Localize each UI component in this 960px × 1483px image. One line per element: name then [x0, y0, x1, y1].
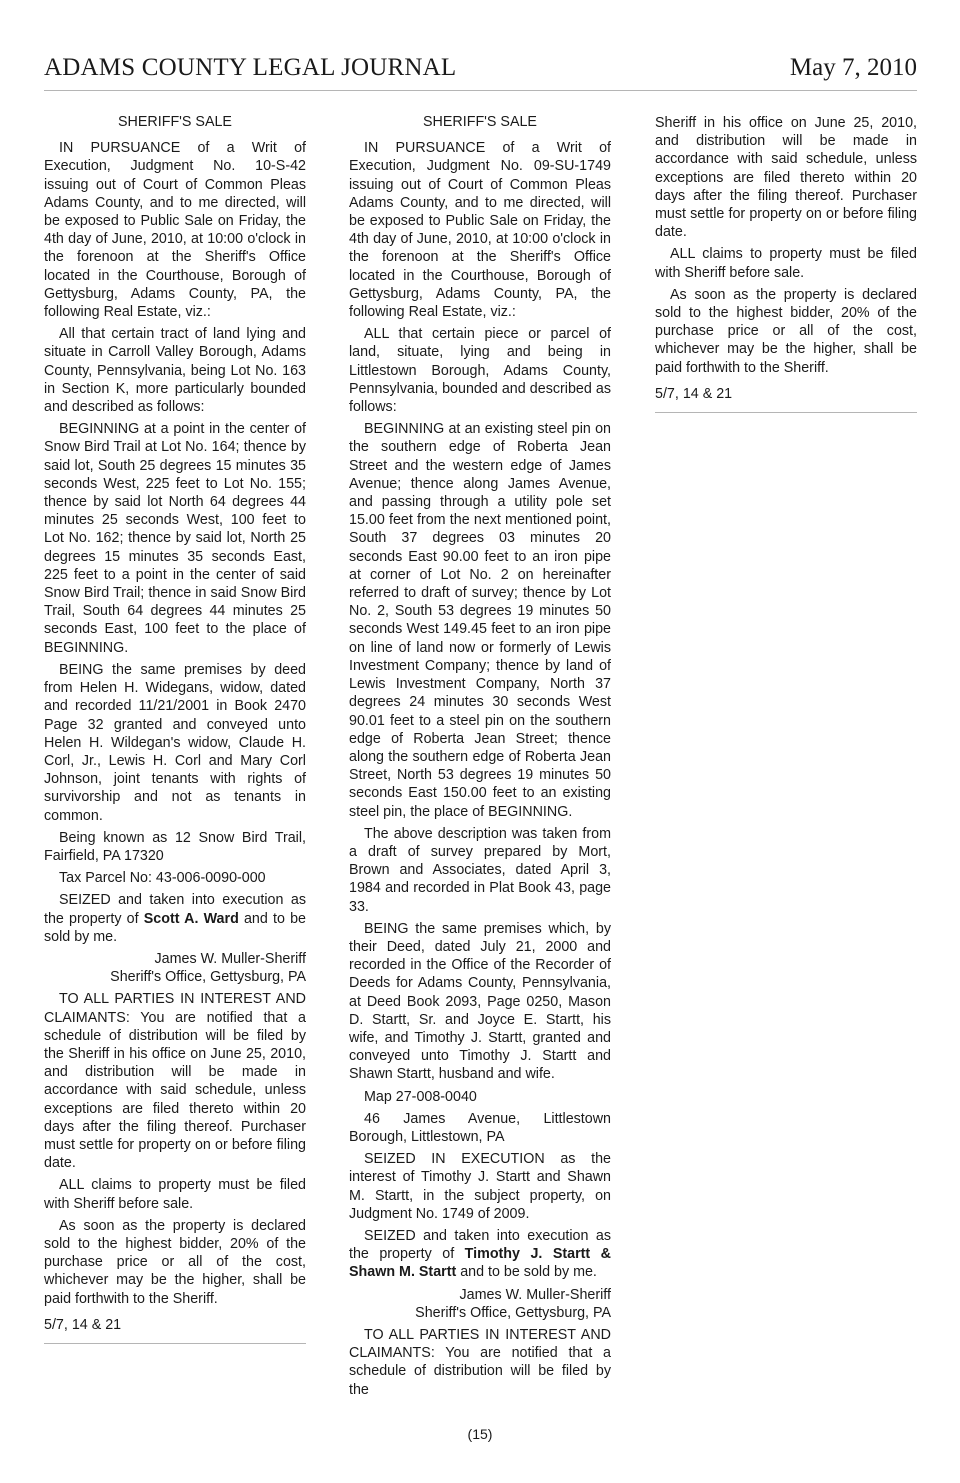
deed-history: BEING the same premises by deed from Helen H. Widegans, widow, dated and recorded 11/21/2001 in Book 2470 Page 32 granted and conveyed unto Helen H. Wildegan's widow, Claude H. Corl, Jr., Lewis H. Corl and Mary Corl Johnson, joint tenants with rights of survivorship and not as tenants in common.	[44, 661, 306, 824]
issue-date: May 7, 2010	[789, 54, 917, 81]
tax-parcel: Tax Parcel No: 43-006-0090-000	[59, 870, 266, 887]
distribution-notice-continued: Sheriff in his office on June 25, 2010, and distribution will be made in accordance with said schedule, unless exceptions are filed thereto within 20 days after the filing thereof. Purchaser must settle for property on or before filing date.	[655, 115, 917, 241]
sheriff-signature	[349, 1286, 611, 1322]
payment-notice: As soon as the property is declared sold to the highest bidder, 20% of the purchase price or all of the cost, whichever may be the higher, shall be paid forthwith to the Sheriff.	[655, 286, 917, 376]
execution-paragraph: SEIZED IN EXECUTION as the interest of Timothy J. Startt and Shawn M. Startt, in the subject property, on Judgment No. 1749 of 2009.	[349, 1151, 611, 1222]
deed-history: BEING the same premises which, by their Deed, dated July 21, 2000 and recorded in the Office of the Recorder of Deeds for Adams County, Pennsylvania, at Deed Book 2093, Page 0250, Mason D. Startt, Sr. and Joyce E. Startt, his wife, and Timothy J. Startt, granted and conveyed unto Timothy J. Startt and Shawn Startt, husband and wife.	[349, 920, 611, 1083]
seized-text-end: and to be sold by me.	[44, 910, 306, 945]
distribution-notice: TO ALL PARTIES IN INTEREST AND CLAIMANTS: You are notified that a schedule of distribution will be filed by the Sheriff in his office on June 25, 2010, and distribution will be made in accordance with said schedule, unless exceptions are filed thereto within 20 days after the filing thereof. Purchaser must settle for property on or before filing date.	[44, 991, 306, 1172]
sheriff-sale-ward	[44, 113, 306, 1344]
sheriff-name: James W. Muller-Sheriff	[154, 950, 306, 967]
sheriff-name: James W. Muller-Sheriff	[459, 1286, 611, 1303]
seized-text: SEIZED and taken into execution as the property of	[349, 1227, 611, 1263]
payment-notice: As soon as the property is declared sold to the highest bidder, 20% of the purchase price or all of the cost, whichever may be the higher, shall be paid forthwith to the Sheriff.	[44, 1217, 306, 1307]
boundary-description: BEGINNING at an existing steel pin on the southern edge of Roberta Jean Street and the western edge of James Avenue; thence along James Avenue, and passing through a utility pole set 15.00 feet from the next mentioned point, South 37 degrees 03 minutes 20 seconds East 90.00 feet to an iron pipe at corner of Lot No. 2 on hereinafter referred to draft of survey; thence by Lot No. 2, South 53 degrees 19 minutes 50 seconds West 149.45 feet to an iron pipe on line of land now or formerly of Lewis Investment Company; thence by land of Lewis Investment Company, North 37 degrees 24 minutes 30 seconds West 90.01 feet to a steel pin on the southern edge of Roberta Jean Street; thence along the southern edge of Roberta Jean Street, North 53 degrees 19 minutes 50 seconds East 150.00 feet to an existing steel pin, the place of BEGINNING.	[349, 421, 611, 820]
sale-heading: SHERIFF'S SALE	[423, 114, 537, 130]
run-dates: 5/7, 14 & 21	[655, 385, 733, 402]
property-address: Being known as 12 Snow Bird Trail, Fairfield, PA 17320	[44, 829, 306, 864]
page-header	[44, 50, 917, 91]
divider	[44, 1343, 306, 1344]
sheriff-sale-startt-continued	[655, 114, 917, 413]
property-paragraph: ALL that certain piece or parcel of land, situate, lying and being in Littlestown Borough, Adams County, Pennsylvania, bounded and described as follows:	[349, 326, 611, 416]
page-number: (15)	[467, 1426, 493, 1442]
writ-paragraph: IN PURSUANCE of a Writ of Execution, Judgment No. 09-SU-1749 issuing out of Court of Common Pleas Adams County, and to me directed, will be exposed to Public Sale on Friday, the 4th day of June, 2010, at 10:00 o'clock in the forenoon at the Sheriff's Office located in the Courthouse, Borough of Gettysburg, Adams County, PA, the following Real Estate, viz.:	[349, 140, 611, 321]
sheriff-office: Sheriff's Office, Gettysburg, PA	[415, 1304, 611, 1321]
seized-paragraph	[44, 891, 306, 946]
property-paragraph: All that certain tract of land lying and situate in Carroll Valley Borough, Adams County, Pennsylvania, being Lot No. 163 in Section K, more particularly bounded and described as follows:	[44, 326, 306, 416]
defendant-name: Timothy J. Startt & Shawn M. Startt	[349, 1246, 611, 1281]
run-dates: 5/7, 14 & 21	[44, 1316, 122, 1333]
seized-paragraph	[349, 1227, 611, 1282]
property-address: 46 James Avenue, Littlestown Borough, Littlestown, PA	[349, 1110, 611, 1145]
seized-text: SEIZED and taken into execution as the property of	[44, 892, 306, 927]
seized-text-end: and to be sold by me.	[456, 1264, 597, 1281]
map-number: Map 27-008-0040	[364, 1088, 477, 1105]
sale-heading: SHERIFF'S SALE	[118, 114, 232, 130]
survey-paragraph: The above description was taken from a draft of survey prepared by Mort, Brown and Associates, dated April 3, 1984 and recorded in Plat Book 43, page 33.	[349, 825, 611, 915]
defendant-name: Scott A. Ward	[143, 910, 239, 927]
distribution-notice: TO ALL PARTIES IN INTEREST AND CLAIMANTS: You are notified that a schedule of distribution will be filed by the	[349, 1327, 611, 1398]
sheriff-office: Sheriff's Office, Gettysburg, PA	[110, 969, 306, 986]
journal-title: ADAMS COUNTY LEGAL JOURNAL	[44, 54, 457, 81]
claims-notice: ALL claims to property must be filed with Sheriff before sale.	[655, 246, 917, 281]
claims-notice: ALL claims to property must be filed with Sheriff before sale.	[44, 1177, 306, 1212]
boundary-description: BEGINNING at a point in the center of Snow Bird Trail at Lot No. 164; thence by said lot, South 25 degrees 15 minutes 35 seconds West, 225 feet to Lot No. 155; thence by said lot North 64 degrees 44 minutes 25 seconds West, 100 feet to Lot No. 162; thence by said lot, North 25 degrees 15 minutes 35 seconds East, 225 feet to a point in the center of said Snow Bird Trail; thence in said Snow Bird Trail, South 64 degrees 44 minutes 25 seconds East, 100 feet to the place of BEGINNING.	[44, 421, 306, 656]
sheriff-signature	[44, 950, 306, 986]
sheriff-sale-startt	[349, 113, 611, 1403]
divider	[655, 412, 917, 413]
writ-paragraph: IN PURSUANCE of a Writ of Execution, Judgment No. 10-S-42 issuing out of Court of Common Pleas Adams County, and to me directed, will be exposed to Public Sale on Friday, the 4th day of June, 2010, at 10:00 o'clock in the forenoon at the Sheriff's Office located in the Courthouse, Borough of Gettysburg, Adams County, PA, the following Real Estate, viz.:	[44, 140, 306, 321]
